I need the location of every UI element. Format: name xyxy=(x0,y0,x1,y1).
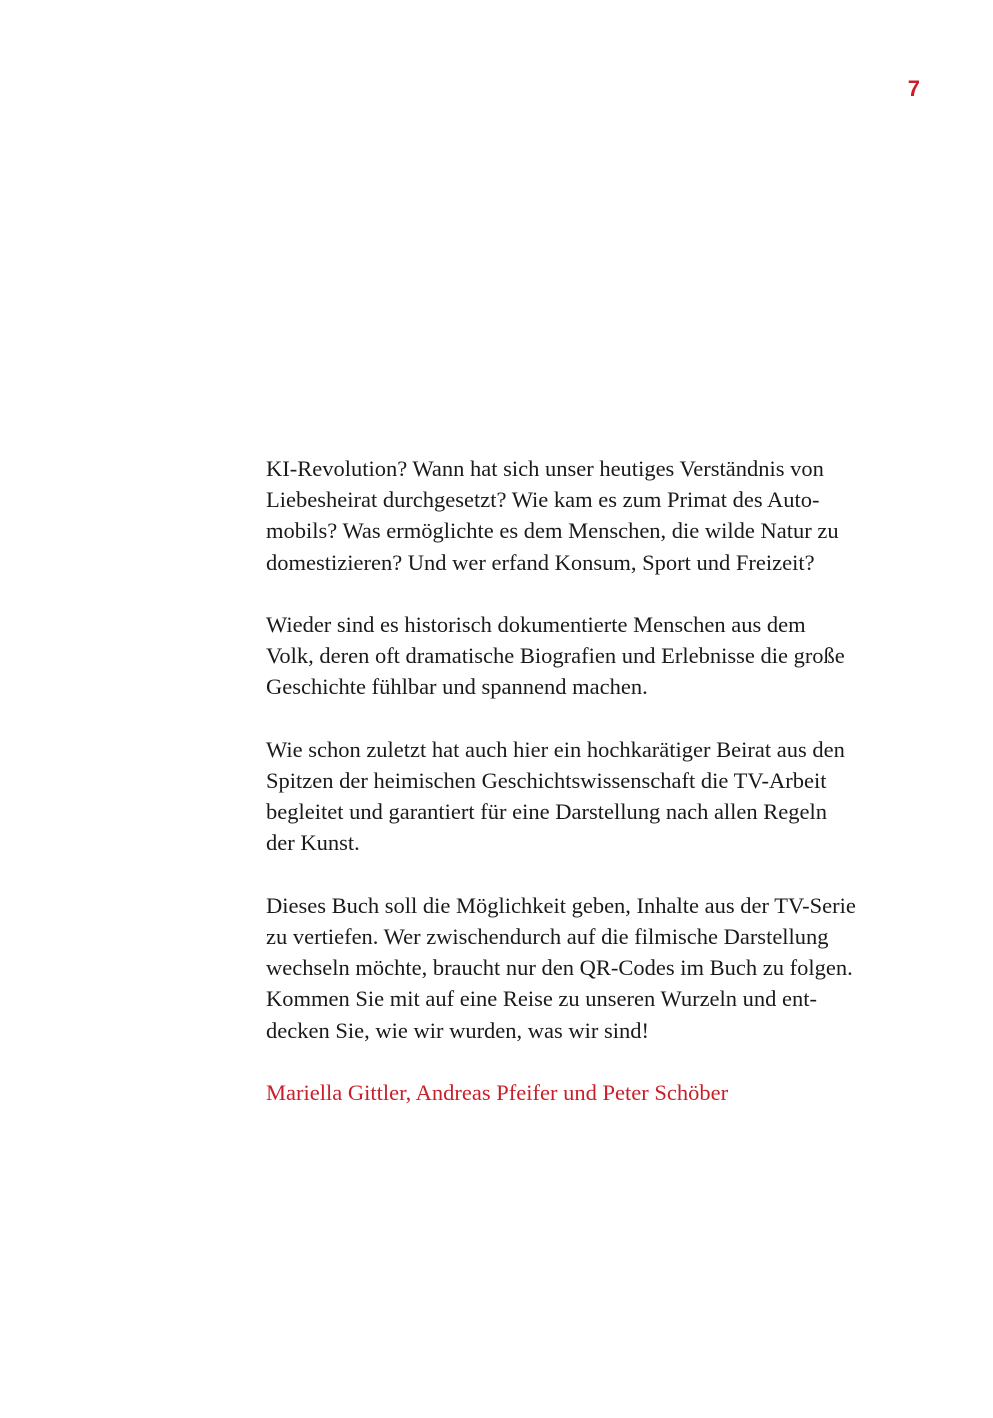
text-line: domestizieren? Und wer erfand Konsum, Sport und Freizeit? xyxy=(266,549,815,575)
text-line: Dieses Buch soll die Möglichkeit geben, Inhalte aus der TV-Serie xyxy=(266,892,856,918)
text-line: Kommen Sie mit auf eine Reise zu unseren Wurzeln und ent- xyxy=(266,986,818,1012)
text-line: Wie schon zuletzt hat auch hier ein hochkarätiger Beirat aus den xyxy=(266,736,845,762)
authors-line: Mariella Gittler, Andreas Pfeifer und Peter Schöber xyxy=(266,1080,729,1105)
author-signature xyxy=(266,1077,926,1108)
text-line: KI-Revolution? Wann hat sich unser heutiges Verständnis von xyxy=(266,456,824,481)
text-line: der Kunst. xyxy=(266,830,360,856)
text-line: Volk, deren oft dramatische Biografien und Erlebnisse die große xyxy=(266,643,845,669)
text-line: decken Sie, wie wir wurden, was wir sind! xyxy=(266,1017,650,1043)
text-line: wechseln möchte, braucht nur den QR-Codes im Buch zu folgen. xyxy=(266,955,853,981)
body-text xyxy=(266,453,926,1139)
page-number: 7 xyxy=(907,76,920,101)
paragraph-2 xyxy=(266,609,926,703)
text-line: Wieder sind es historisch dokumentierte Menschen aus dem xyxy=(266,612,806,637)
text-line: begleitet und garantiert für eine Darstellung nach allen Regeln xyxy=(266,799,828,825)
text-line: mobils? Was ermöglichte es dem Menschen, die wilde Natur zu xyxy=(266,518,839,544)
text-line: Spitzen der heimischen Geschichtswissenschaft die TV-Arbeit xyxy=(266,768,827,793)
text-line: zu vertiefen. Wer zwischendurch auf die filmische Darstellung xyxy=(266,924,829,949)
paragraph-4 xyxy=(266,890,926,1046)
paragraph-1 xyxy=(266,453,926,578)
text-line: Liebesheirat durchgesetzt? Wie kam es zum Primat des Auto- xyxy=(266,487,820,513)
text-line: Geschichte fühlbar und spannend machen. xyxy=(266,674,648,700)
paragraph-3 xyxy=(266,734,926,859)
